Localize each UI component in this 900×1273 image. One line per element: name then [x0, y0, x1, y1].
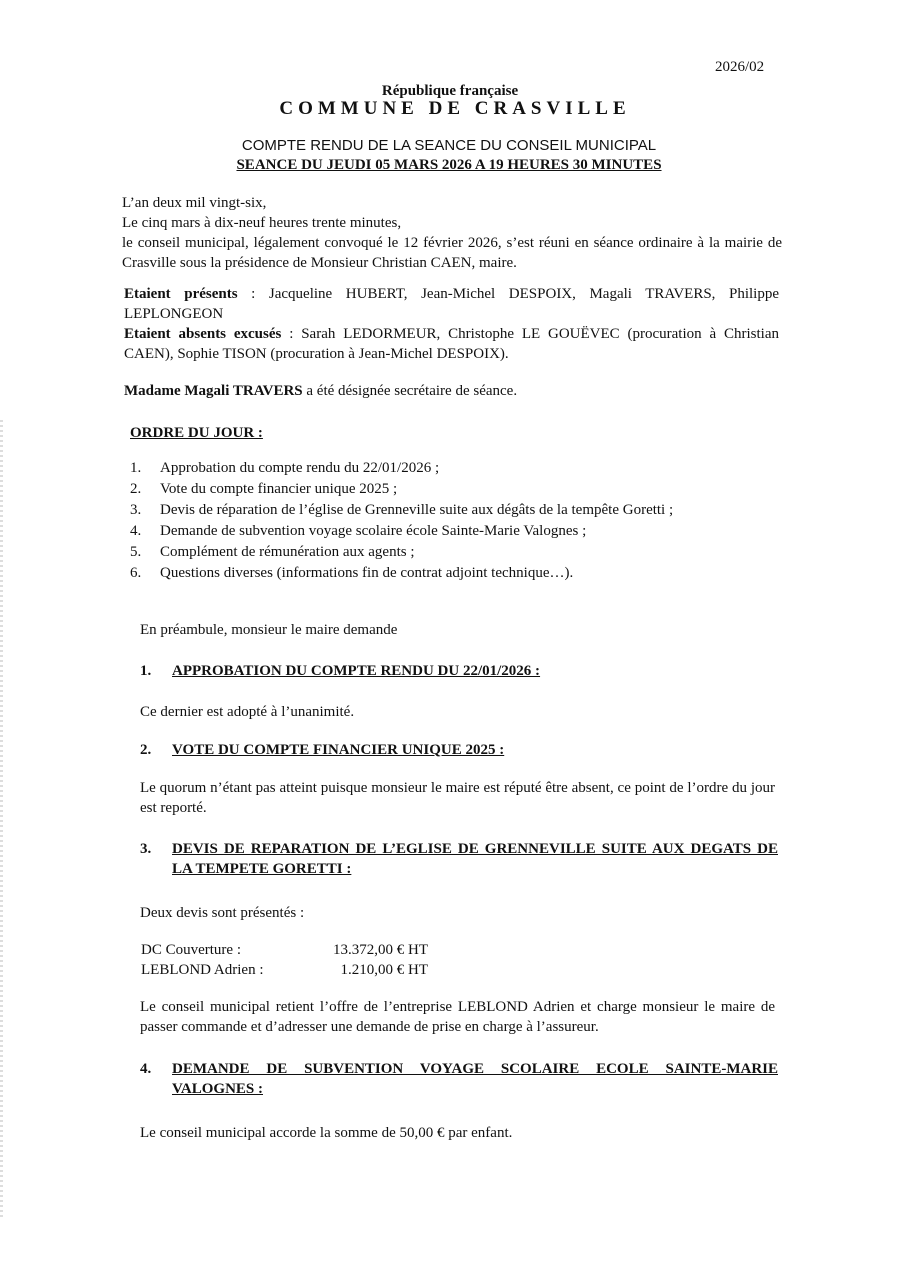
section-body — [140, 702, 775, 722]
quote-row — [141, 960, 541, 980]
agenda-item-number: 1. — [130, 460, 142, 476]
quote-amount: 1.210,00 € HT — [340, 962, 428, 978]
section-number: 3. — [140, 841, 152, 857]
section-title: DEMANDE DE SUBVENTION VOYAGE SCOLAIRE ECOLE SAINTE-MARIE VALOGNES : — [172, 1061, 778, 1097]
agenda-item-number: 2. — [130, 481, 142, 497]
absent-members — [124, 324, 779, 364]
agenda-item-number: 5. — [130, 544, 142, 560]
intro-line: Le cinq mars à dix-neuf heures trente minutes, — [122, 215, 402, 231]
section-paragraph: Ce dernier est adopté à l’unanimité. — [140, 704, 355, 720]
quote-row — [141, 940, 541, 960]
agenda-item — [130, 542, 770, 563]
agenda-item — [130, 500, 770, 521]
absent-label: Etaient absents excusés — [124, 326, 282, 342]
secretary-text: a été désignée secrétaire de séance. — [302, 383, 518, 399]
section-number: 2. — [140, 742, 152, 758]
section-body — [140, 903, 775, 923]
agenda-item-text: Devis de réparation de l’église de Grenneville suite aux dégâts de la tempête Goretti ; — [160, 502, 674, 518]
section-heading — [140, 661, 778, 681]
compte-rendu-title: COMPTE RENDU DE LA SEANCE DU CONSEIL MUNICIPAL — [241, 137, 657, 154]
agenda-item-number: 3. — [130, 502, 142, 518]
commune-title: COMMUNE DE CRASVILLE — [279, 98, 631, 119]
section-number: 1. — [140, 663, 152, 679]
quotes-table — [141, 940, 541, 980]
intro-line: L’an deux mil vingt-six, — [122, 195, 267, 211]
section-number: 4. — [140, 1061, 152, 1077]
present-label: Etaient présents — [124, 286, 238, 302]
agenda-list — [130, 458, 770, 584]
agenda-item — [130, 479, 770, 500]
section-paragraph: Le quorum n’étant pas atteint puisque monsieur le maire est réputé être absent, ce point de l’ordre du jour est reporté. — [140, 780, 775, 816]
quote-amount: 13.372,00 € HT — [333, 942, 428, 958]
quote-company: DC Couverture : — [141, 942, 241, 958]
seance-date-title: SEANCE DU JEUDI 05 MARS 2026 A 19 HEURES 30 MINUTES — [236, 157, 662, 173]
agenda-item — [130, 563, 770, 584]
agenda-item-number: 6. — [130, 565, 142, 581]
section-body — [140, 778, 775, 818]
attendance-block — [124, 284, 779, 364]
intro-paragraph — [122, 193, 782, 273]
secretary-designation — [124, 381, 779, 401]
scan-edge-artifact — [0, 420, 3, 1220]
present-members — [124, 284, 779, 324]
preamble-text: En préambule, monsieur le maire demande — [140, 622, 398, 638]
quote-company: LEBLOND Adrien : — [141, 962, 264, 978]
agenda-item-number: 4. — [130, 523, 142, 539]
agenda-title: ORDRE DU JOUR : — [130, 425, 263, 441]
present-names: : Jacqueline HUBERT, Jean-Michel DESPOIX, Magali TRAVERS, Philippe LEPLONGEON — [124, 286, 779, 322]
agenda-item — [130, 521, 770, 542]
agenda-item-text: Vote du compte financier unique 2025 ; — [160, 481, 398, 497]
section-body — [140, 1123, 775, 1143]
agenda-item-text: Approbation du compte rendu du 22/01/2026 ; — [160, 460, 440, 476]
section-title: DEVIS DE REPARATION DE L’EGLISE DE GRENNEVILLE SUITE AUX DEGATS DE LA TEMPETE GORETTI : — [172, 841, 778, 877]
agenda-item-text: Complément de rémunération aux agents ; — [160, 544, 415, 560]
republique-heading: République française — [381, 83, 519, 99]
agenda-item-text: Questions diverses (informations fin de contrat adjoint technique…). — [160, 565, 574, 581]
intro-line: le conseil municipal, légalement convoqué le 12 février 2026, s’est réuni en séance ordinaire à la mairie de Crasville sous la présidence de Monsieur Christian CAEN, maire. — [122, 235, 782, 271]
agenda-item-text: Demande de subvention voyage scolaire école Sainte-Marie Valognes ; — [160, 523, 587, 539]
document-reference: 2026/02 — [715, 59, 765, 75]
section-title: APPROBATION DU COMPTE RENDU DU 22/01/2026 : — [172, 663, 541, 679]
agenda-item — [130, 458, 770, 479]
section-heading — [140, 740, 778, 760]
section-paragraph: Le conseil municipal retient l’offre de l’entreprise LEBLOND Adrien et charge monsieur le maire de passer commande et d’adresser une demande de prise en charge à l’assureur. — [140, 999, 775, 1035]
secretary-name: Madame Magali TRAVERS — [124, 383, 303, 399]
absent-names: : Sarah LEDORMEUR, Christophe LE GOUËVEC (procuration à Christian CAEN), Sophie TISON (procuration à Jean-Michel DESPOIX). — [124, 326, 779, 362]
section-paragraph: Le conseil municipal accorde la somme de 50,00 € par enfant. — [140, 1125, 513, 1141]
section-heading — [140, 1059, 778, 1099]
section-body — [140, 997, 775, 1037]
section-paragraph: Deux devis sont présentés : — [140, 905, 305, 921]
section-title: VOTE DU COMPTE FINANCIER UNIQUE 2025 : — [172, 742, 505, 758]
section-heading — [140, 839, 778, 879]
